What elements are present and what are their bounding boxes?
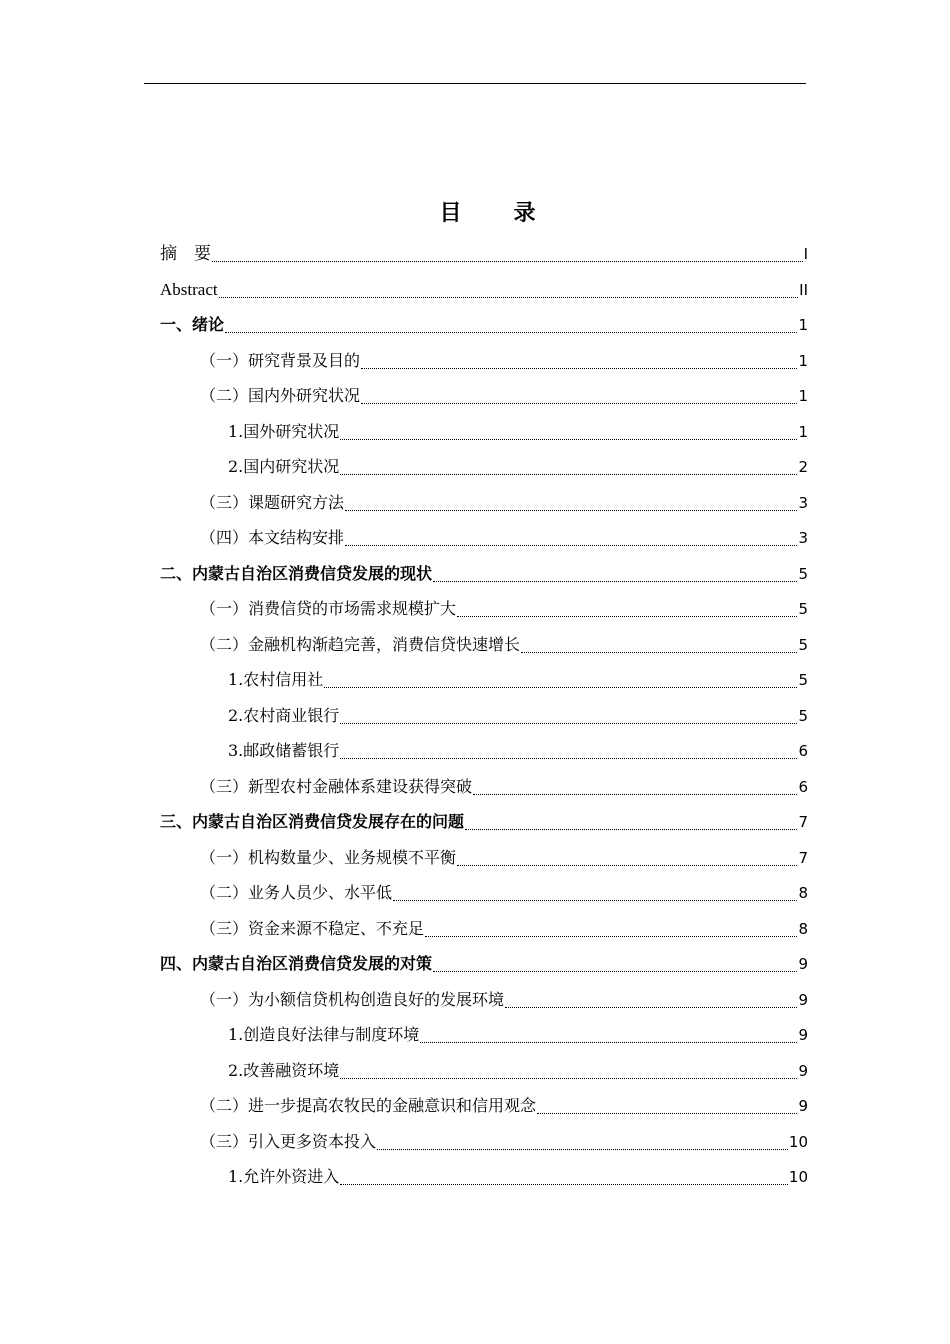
toc-entry-page: II [799, 280, 808, 299]
dot-leader [465, 829, 797, 830]
toc-entry-page: 1 [798, 316, 808, 334]
toc-entry-page: 7 [798, 848, 808, 867]
toc-entry-text: 摘 要 [160, 244, 211, 263]
toc-entry[interactable] [160, 343, 808, 379]
toc-entry-text: 3.邮政储蓄银行 [228, 741, 340, 760]
dot-leader [425, 936, 797, 937]
toc-entry-text: （三）课题研究方法 [200, 492, 345, 512]
toc-entry-text: （一）消费信贷的市场需求规模扩大 [200, 599, 457, 618]
toc-entry-text: （一）机构数量少、业务规模不平衡 [200, 847, 457, 867]
toc-entry-text: （三）引入更多资本投入 [200, 1131, 377, 1151]
dot-leader [457, 865, 797, 866]
toc-entry-text: （二）进一步提高农牧民的金融意识和信用观念 [200, 1096, 537, 1115]
toc-entry-text: （三）新型农村金融体系建设获得突破 [200, 776, 473, 796]
toc-entry-text: 1.创造良好法律与制度环境 [228, 1025, 420, 1044]
toc-entry-page: 5 [798, 706, 808, 725]
toc-entry-text: 四、内蒙古自治区消费信贷发展的对策 [160, 954, 433, 973]
toc-entry-text: （一）为小额信贷机构创造良好的发展环境 [200, 989, 505, 1009]
toc-entry-page: 7 [798, 813, 808, 831]
toc-entry[interactable] [160, 1159, 808, 1195]
toc-entry[interactable] [160, 520, 808, 556]
toc-entry-text: （一）研究背景及目的 [200, 350, 361, 370]
dot-leader [473, 794, 797, 795]
dot-leader [340, 1078, 797, 1079]
dot-leader [433, 971, 797, 972]
toc-entry[interactable] [160, 449, 808, 485]
toc-entry-text: （三）资金来源不稳定、不充足 [200, 918, 425, 938]
toc-entry-page: 9 [798, 1026, 808, 1044]
toc-entry-page: 10 [788, 1132, 808, 1151]
toc-entry[interactable] [160, 769, 808, 805]
toc-entry-text: 1.农村信用社 [228, 670, 324, 689]
table-of-contents [160, 236, 808, 1195]
toc-entry[interactable] [160, 911, 808, 947]
toc-entry[interactable] [160, 307, 808, 343]
dot-leader [345, 545, 797, 546]
dot-leader [340, 1184, 788, 1185]
toc-entry-text: （四）本文结构安排 [200, 528, 345, 547]
toc-entry[interactable] [160, 1017, 808, 1053]
toc-entry-page: 9 [798, 1097, 808, 1115]
toc-entry-page: 9 [798, 955, 808, 973]
toc-entry-page: 1 [798, 387, 808, 405]
toc-entry-page: 9 [798, 1061, 808, 1080]
dot-leader [340, 439, 797, 440]
toc-entry-page: 8 [798, 919, 808, 938]
dot-leader [340, 723, 797, 724]
toc-entry[interactable] [160, 982, 808, 1018]
toc-entry-page: 6 [798, 742, 808, 760]
toc-entry-text: 二、内蒙古自治区消费信贷发展的现状 [160, 563, 433, 583]
dot-leader [457, 616, 797, 617]
dot-leader [212, 261, 803, 262]
toc-entry-page: 1 [798, 351, 808, 370]
toc-entry[interactable] [160, 1124, 808, 1160]
toc-entry-page: 5 [798, 635, 808, 654]
toc-entry-text: 2.改善融资环境 [228, 1060, 340, 1080]
toc-entry[interactable] [160, 1053, 808, 1089]
toc-entry-text: （二）国内外研究状况 [200, 386, 361, 405]
toc-entry-text: 2.农村商业银行 [228, 705, 340, 725]
toc-entry[interactable] [160, 556, 808, 592]
toc-entry[interactable] [160, 733, 808, 769]
toc-entry[interactable] [160, 591, 808, 627]
dot-leader [361, 403, 797, 404]
toc-entry[interactable] [160, 414, 808, 450]
dot-leader [324, 687, 797, 688]
dot-leader [420, 1042, 797, 1043]
toc-entry-page: 5 [798, 564, 808, 583]
toc-entry-page: 6 [798, 777, 808, 796]
toc-entry[interactable] [160, 698, 808, 734]
dot-leader [361, 368, 797, 369]
toc-entry-page: 9 [798, 990, 808, 1009]
dot-leader [225, 332, 797, 333]
toc-entry[interactable] [160, 485, 808, 521]
toc-entry-text: 1.国外研究状况 [228, 421, 340, 441]
dot-leader [393, 900, 797, 901]
dot-leader [340, 758, 797, 759]
page-title: 目 录 [439, 201, 551, 226]
toc-entry[interactable] [160, 804, 808, 840]
toc-entry-page: 3 [798, 529, 808, 547]
toc-entry-page: 8 [798, 884, 808, 902]
toc-entry[interactable] [160, 272, 808, 308]
toc-entry-page: 5 [798, 671, 808, 689]
toc-entry-text: Abstract [160, 279, 218, 299]
dot-leader [340, 474, 797, 475]
toc-entry-text: 2.国内研究状况 [228, 457, 340, 476]
toc-entry-page: 5 [798, 600, 808, 618]
toc-entry[interactable] [160, 946, 808, 982]
dot-leader [219, 297, 799, 298]
dot-leader [345, 510, 797, 511]
toc-entry-page: 3 [798, 493, 808, 512]
dot-leader [377, 1149, 788, 1150]
toc-entry[interactable] [160, 236, 808, 272]
toc-entry[interactable] [160, 1088, 808, 1124]
toc-entry-page: I [803, 245, 808, 263]
toc-entry[interactable] [160, 627, 808, 663]
toc-entry[interactable] [160, 378, 808, 414]
dot-leader [521, 652, 797, 653]
dot-leader [505, 1007, 797, 1008]
toc-entry-page: 2 [798, 458, 808, 476]
toc-entry-text: 三、内蒙古自治区消费信贷发展存在的问题 [160, 812, 465, 831]
dot-leader [433, 581, 797, 582]
toc-entry-text: （二）业务人员少、水平低 [200, 883, 393, 902]
toc-entry[interactable] [160, 662, 808, 698]
toc-entry-text: （二）金融机构渐趋完善，消费信贷快速增长 [200, 634, 521, 654]
toc-entry-text: 1.允许外资进入 [228, 1167, 340, 1186]
toc-entry-page: 10 [788, 1168, 808, 1186]
toc-entry[interactable] [160, 840, 808, 876]
dot-leader [537, 1113, 797, 1114]
toc-entry-page: 1 [798, 422, 808, 441]
header-rule [144, 83, 806, 84]
toc-entry-text: 一、绪论 [160, 315, 225, 334]
toc-entry[interactable] [160, 875, 808, 911]
